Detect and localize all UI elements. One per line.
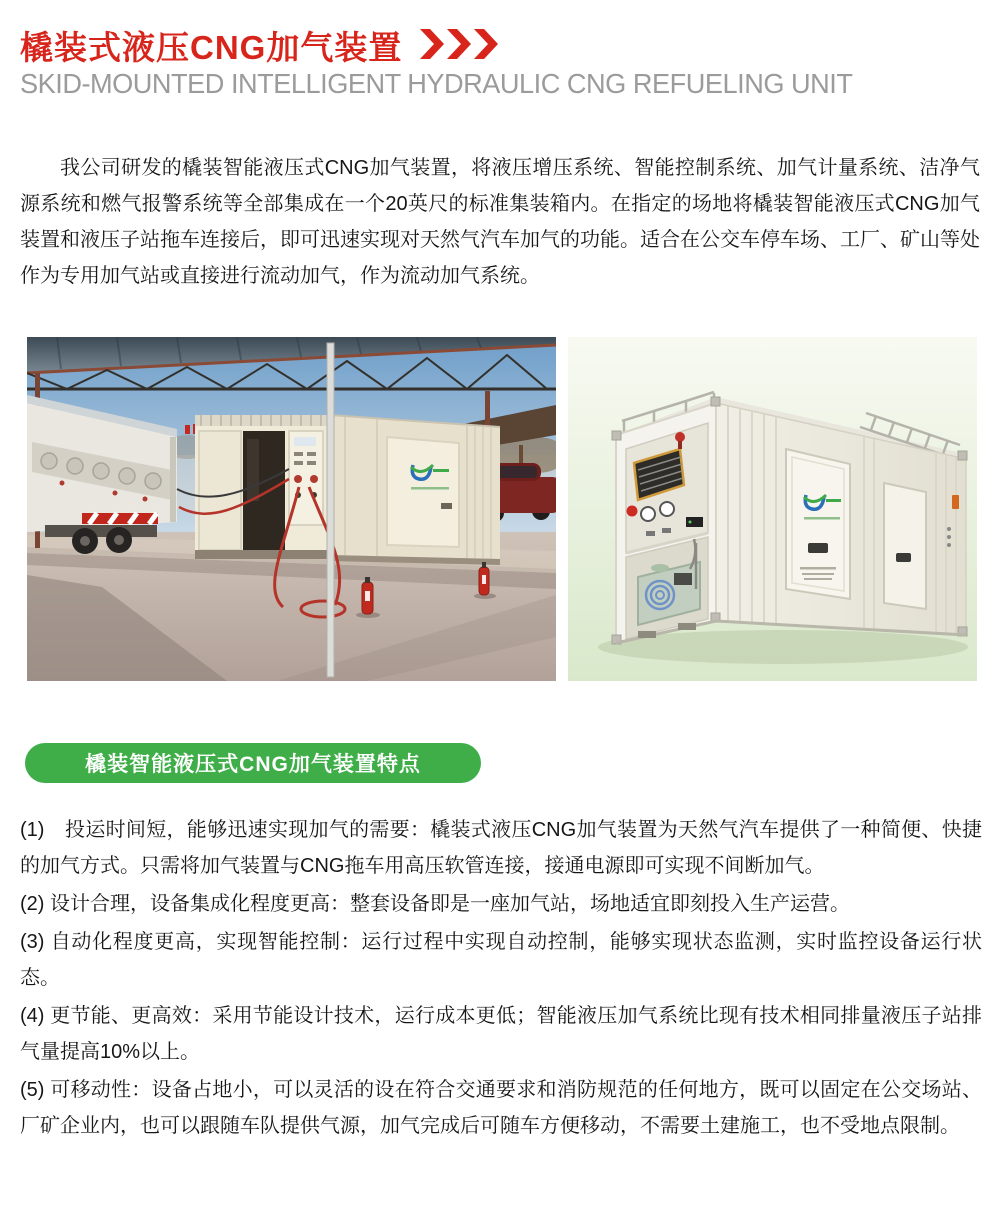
features-heading: 橇装智能液压式CNG加气装置特点	[85, 753, 421, 776]
canopy-column	[327, 343, 334, 677]
container-door-leaf	[199, 431, 241, 550]
feature-item-3: (3) 自动化程度更高，实现智能控制：运行过程中实现自动控制，能够实现状态监测，实时监控设备运行状态。	[20, 931, 982, 989]
page-header	[20, 22, 500, 69]
site-installation-photo	[27, 337, 556, 681]
product-unit-photo	[568, 337, 977, 681]
end-panel-detail	[952, 495, 959, 509]
side-door	[786, 449, 850, 599]
logo-door	[387, 437, 459, 547]
feature-item-1: (1) 投运时间短，能够迅速实现加气的需要：橇装式液压CNG加气装置为天然气汽车提供了一种简便、快捷的加气方式。只需将加气装置与CNG拖车用高压软管连接，接通电源即可实现不间断加气。	[20, 819, 982, 877]
side-door-2	[884, 483, 926, 609]
features-banner	[25, 743, 481, 783]
intro-paragraph: 我公司研发的橇装智能液压式CNG加气装置，将液压增压系统、智能控制系统、加气计量系统、洁净气源系统和燃气报警系统等全部集成在一个20英尺的标准集装箱内。在指定的场地将橇装智能液压式CNG加气装置和液压子站拖车连接后，即可迅速实现对天然气汽车加气的功能。适合在公交车停车场、工厂、矿山等处作为专用加气站或直接进行流动加气，作为流动加气系统。	[20, 157, 980, 287]
feature-item-5: (5) 可移动性：设备占地小，可以灵活的设在符合交通要求和消防规范的任何地方，既可以固定在公交场站、厂矿企业内，也可以跟随车队提供气源，加气完成后可随车方便移动，不需要土建施工，也不受地点限制。	[20, 1079, 982, 1137]
page-subtitle: SKID-MOUNTED INTELLIGENT HYDRAULIC CNG REFUELING UNIT	[20, 68, 853, 99]
features-list	[20, 812, 982, 1146]
feature-item-4: (4) 更节能、更高效：采用节能设计技术，运行成本更低；智能液压加气系统比现有技术相同排量液压子站排气量提高10%以上。	[20, 1005, 982, 1063]
feature-item-2: (2) 设计合理，设备集成化程度更高：整套设备即是一座加气站，场地适宜即刻投入生产运营。	[20, 893, 850, 915]
triple-chevron-right-icon	[420, 29, 500, 64]
product-container-unit	[612, 392, 967, 644]
page-title: 橇装式液压CNG加气装置	[20, 29, 403, 66]
